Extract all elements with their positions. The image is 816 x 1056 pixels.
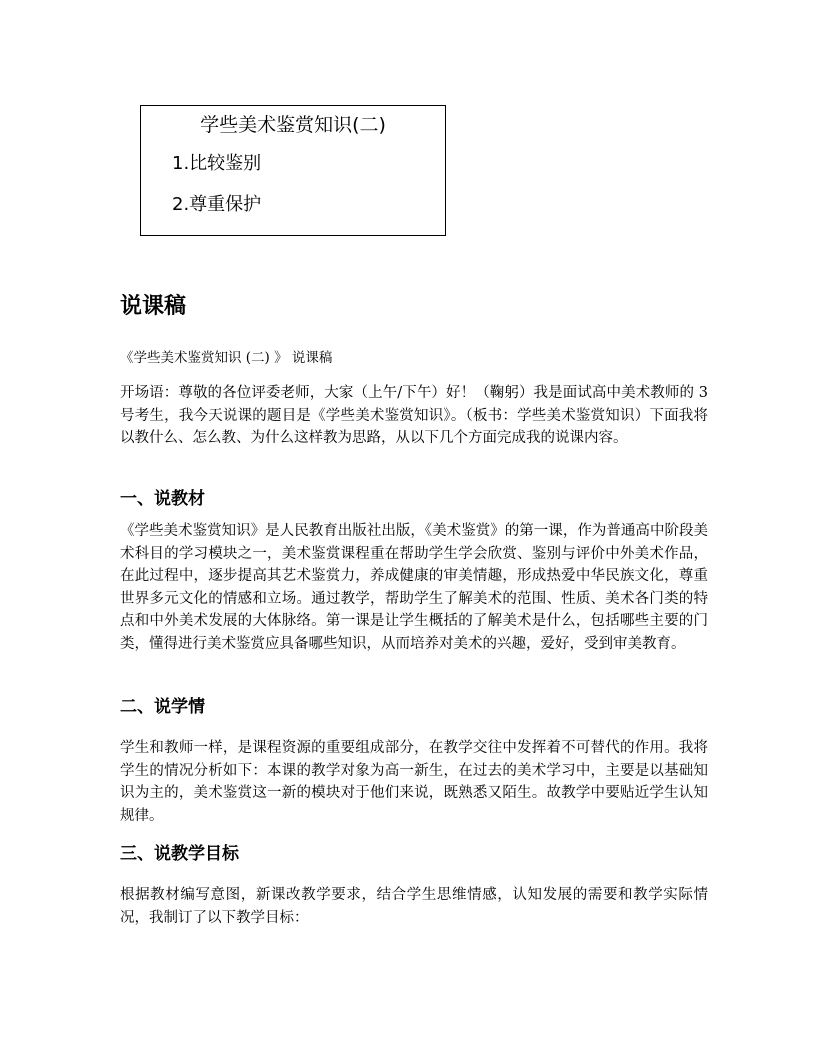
blackboard-design-box <box>140 105 446 236</box>
section-body-textbook: 《学些美术鉴赏知识》是人民教育出版社出版，《美术鉴赏》的第一课，作为普通高中阶段美术科目的学习模块之一，美术鉴赏课程重在帮助学生学会欣赏、鉴别与评价中外美术作品，在此过程中，逐步提高其艺术鉴赏力，养成健康的审美情趣，形成热爱中华民族文化，尊重世界多元文化的情感和立场。通过教学，帮助学生了解美术的范围、性质、美术各门类的特点和中外美术发展的大体脉络。第一课是让学生概括的了解美术是什么，包括哪些主要的门类，懂得进行美术鉴赏应具备哪些知识，从而培养对美术的兴趣，爱好，受到审美教育。 <box>120 523 708 652</box>
document-subtitle: 《学些美术鉴赏知识 (二) 》 说课稿 <box>120 350 333 366</box>
section-body-students: 学生和教师一样，是课程资源的重要组成部分，在教学交往中发挥着不可替代的作用。我将学生的情况分析如下：本课的教学对象为高一新生，在过去的美术学习中，主要是以基础知识为主的，美术鉴赏这一新的模块对于他们来说，既熟悉又陌生。故教学中要贴近学生认知规律。 <box>120 740 708 824</box>
board-title: 学些美术鉴赏知识(二) <box>200 114 386 136</box>
board-item-1: 1.比较鉴别 <box>172 153 262 174</box>
board-item-2: 2.尊重保护 <box>172 194 262 215</box>
section-heading-students: 二、说学情 <box>120 697 205 717</box>
section-heading-objectives: 三、说教学目标 <box>120 844 239 864</box>
intro-paragraph: 开场语：尊敬的各位评委老师，大家（上午/下午）好！（鞠躬）我是面试高中美术教师的 3 号考生，我今天说课的题目是《学些美术鉴赏知识》。（板书：学些美术鉴赏知识）下面我将以教什么、怎么教、为什么这样教为思路，从以下几个方面完成我的说课内容。 <box>120 385 708 446</box>
document-title: 说课稿 <box>120 294 187 319</box>
section-body-objectives: 根据教材编写意图，新课改教学要求，结合学生思维情感，认知发展的需要和教学实际情况，我制订了以下教学目标： <box>120 887 708 926</box>
section-heading-textbook: 一、说教材 <box>120 489 205 509</box>
